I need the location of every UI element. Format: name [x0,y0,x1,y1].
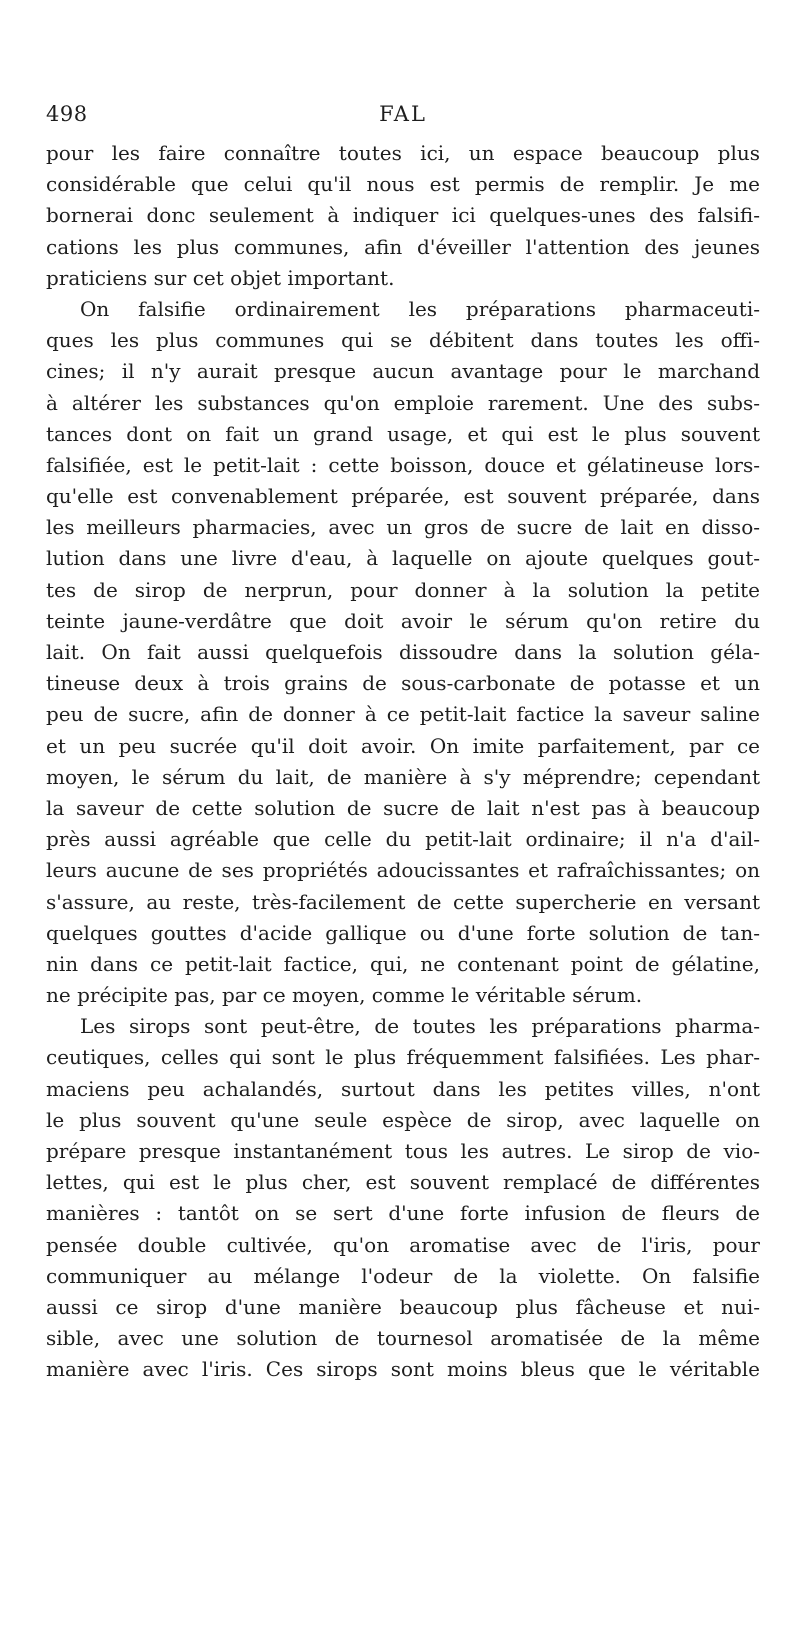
text-line: considérable que celui qu'il nous est permis de remplir. Je me [46,172,760,197]
text-line: aussi ce sirop d'une manière beaucoup plus fâcheuse et nui- [46,1294,760,1319]
text-line: le plus souvent qu'une seule espèce de sirop, avec laquelle on [46,1107,760,1132]
text-line: ne précipite pas, par ce moyen, comme le véritable sérum. [46,983,643,1008]
text-line: prépare presque instantanément tous les autres. Le sirop de vio- [46,1139,760,1163]
body-text [46,138,760,1386]
text-line: ceutiques, celles qui sont le plus fréquemment falsifiées. Les phar- [46,1045,760,1070]
text-line: les meilleurs pharmacies, avec un gros de sucre de lait en disso- [46,515,760,540]
text-line: maciens peu achalandés, surtout dans les petites villes, n'ont [46,1076,760,1101]
text-line: qu'elle est convenablement préparée, est souvent préparée, dans [46,484,760,509]
text-line: lution dans une livre d'eau, à laquelle on ajoute quelques gout- [46,546,760,571]
text-line: la saveur de cette solution de sucre de lait n'est pas à beaucoup [46,795,760,820]
text-line: Les sirops sont peut-être, de toutes les préparations pharma- [80,1014,760,1039]
text-line: cations les plus communes, afin d'éveiller l'attention des jeunes [46,234,760,259]
text-line: falsifiée, est le petit-lait : cette boisson, douce et gélatineuse lors- [46,452,760,477]
text-line: pour les faire connaître toutes ici, un espace beaucoup plus [46,141,760,165]
text-line: tes de sirop de nerprun, pour donner à la solution la petite [46,577,760,602]
text-line: ques les plus communes qui se débitent dans toutes les offi- [46,328,760,353]
text-line: bornerai donc seulement à indiquer ici quelques-unes des falsifi- [46,203,760,228]
text-line: sible, avec une solution de tournesol aromatisée de la même [46,1326,760,1351]
text-line: peu de sucre, afin de donner à ce petit-lait factice la saveur saline [46,702,760,727]
text-line: cines; il n'y aurait presque aucun avantage pour le marchand [46,359,760,384]
text-line: lait. On fait aussi quelquefois dissoudre dans la solution géla- [46,640,760,664]
text-line: leurs aucune de ses propriétés adoucissantes et rafraîchissantes; on [46,858,760,883]
text-line: On falsifie ordinairement les préparations pharmaceuti- [80,296,760,321]
text-line: nin dans ce petit-lait factice, qui, ne contenant point de gélatine, [46,951,760,976]
text-line: quelques gouttes d'acide gallique ou d'une forte solution de tan- [46,920,760,945]
text-line: pensée double cultivée, qu'on aromatise avec de l'iris, pour [46,1232,760,1257]
text-line: tances dont on fait un grand usage, et qui est le plus souvent [46,421,760,446]
text-line: moyen, le sérum du lait, de manière à s'y méprendre; cependant [46,764,760,789]
text-line: à altérer les substances qu'on emploie rarement. Une des subs- [46,390,760,415]
running-head: FAL [379,102,427,126]
text-line: praticiens sur cet objet important. [46,265,395,290]
text-line: manières : tantôt on se sert d'une forte infusion de fleurs de [46,1201,760,1226]
text-line: près aussi agréable que celle du petit-lait ordinaire; il n'a d'ail- [46,827,760,852]
text-line: manière avec l'iris. Ces sirops sont moins bleus que le véritable [46,1357,760,1382]
page-number: 498 [46,102,88,126]
page-header [46,102,760,136]
text-line: teinte jaune-verdâtre que doit avoir le sérum qu'on retire du [46,608,760,633]
text-line: s'assure, au reste, très-facilement de cette supercherie en versant [46,889,760,914]
text-line: et un peu sucrée qu'il doit avoir. On imite parfaitement, par ce [46,733,760,758]
text-line: communiquer au mélange l'odeur de la violette. On falsifie [46,1263,760,1288]
text-line: lettes, qui est le plus cher, est souvent remplacé de différentes [46,1170,760,1195]
text-line: tineuse deux à trois grains de sous-carbonate de potasse et un [46,671,760,696]
